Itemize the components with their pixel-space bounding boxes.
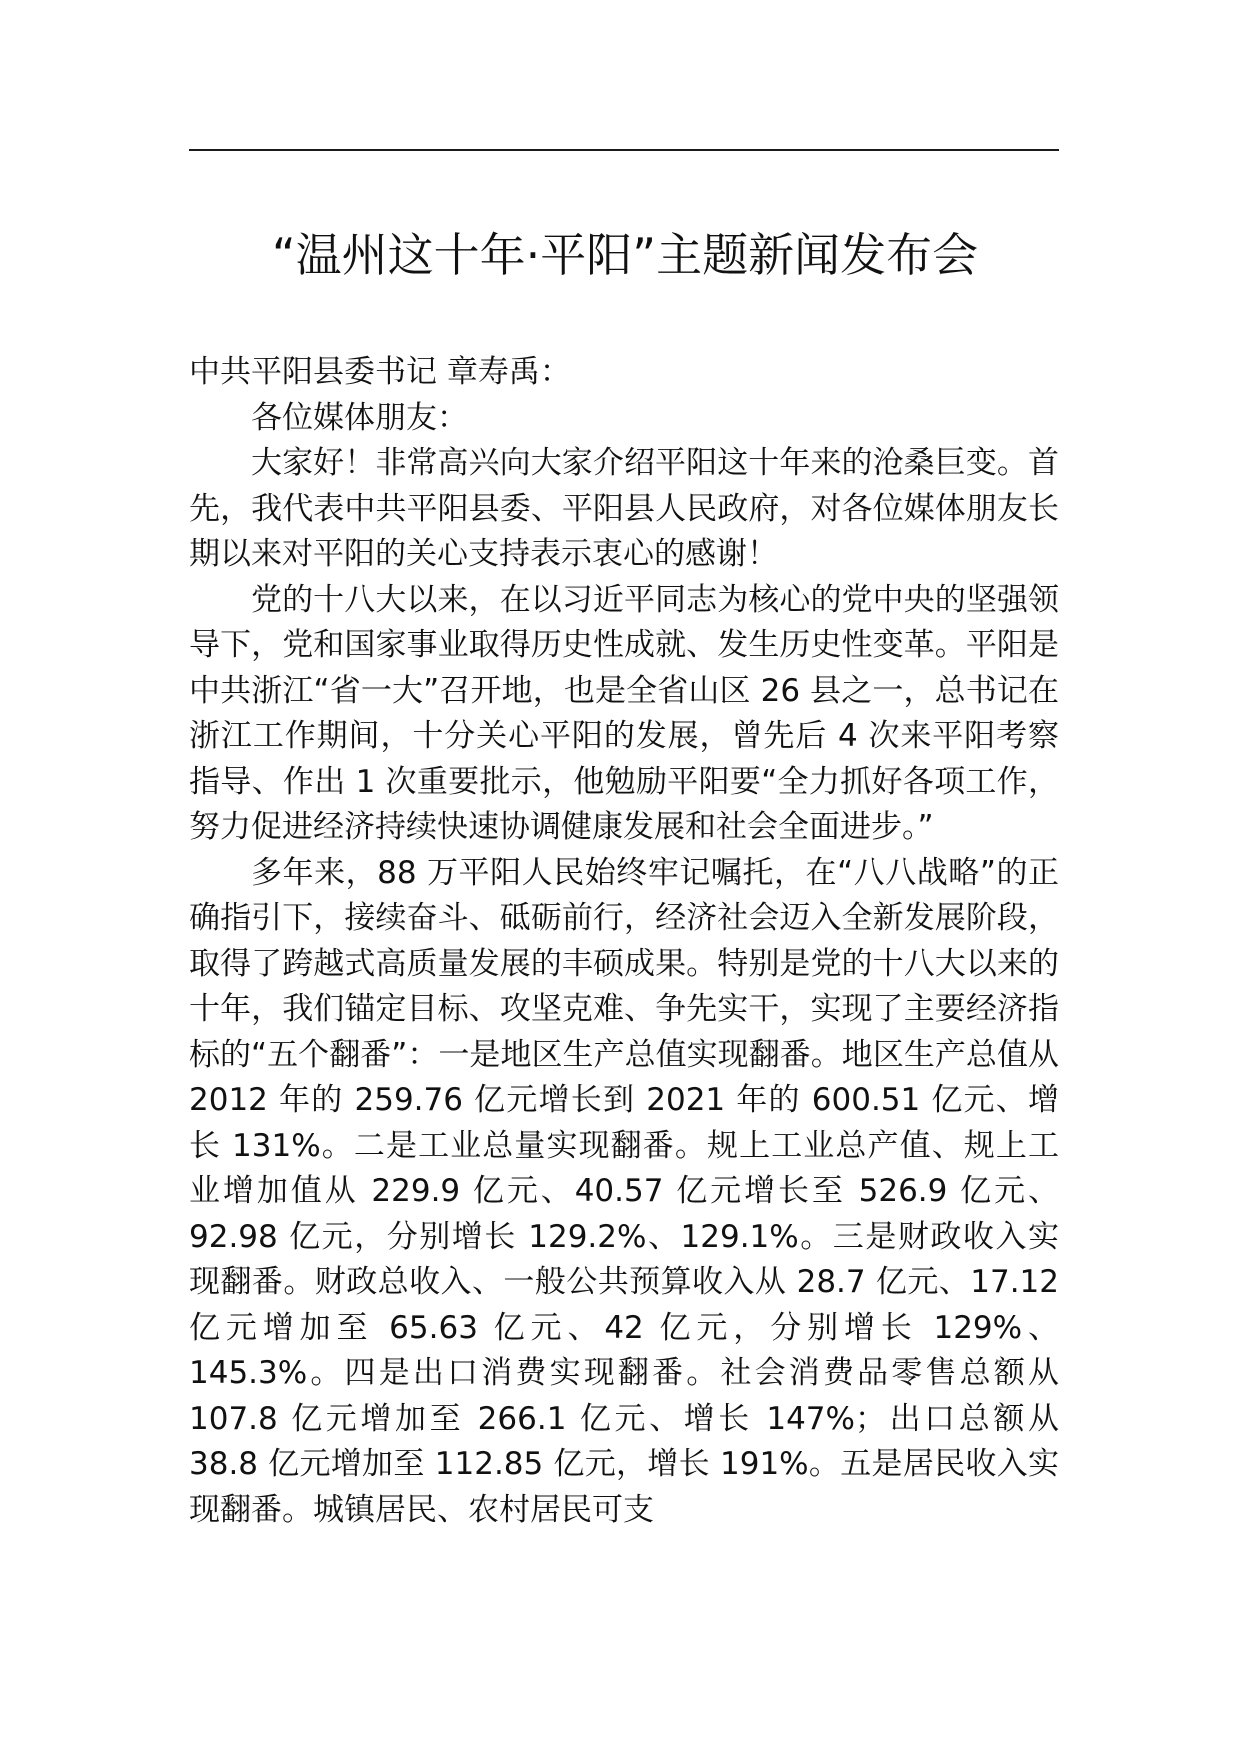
body-paragraph-3: 多年来，88 万平阳人民始终牢记嘱托，在“八八战略”的正确指引下，接续奋斗、砥砺前行，经济社会迈入全新发展阶段，取得了跨越式高质量发展的丰硕成果。特别是党的十八大以来的十年，我们锚定目标、攻坚克难、争先实干，实现了主要经济指标的“五个翻番”：一是地区生产总值实现翻番。地区生产总值从 2012 年的 259.76 亿元增长到 2021 年的 600.51 亿元、增长 131%。二是工业总量实现翻番。规上工业总产值、规上工业增加值从 229.9 亿元、40.57 亿元增长至 526.9 亿元、92.98 亿元，分别增长 129.2%、129.1%。三是财政收入实现翻番。财政总收入、一般公共预算收入从 28.7 亿元、17.12 亿元增加至 65.63 亿元、42 亿元，分别增长 129%、145.3%。四是出口消费实现翻番。社会消费品零售总额从 107.8 亿元增加至 266.1 亿元、增长 147%；出口总额从 38.8 亿元增加至 112.85 亿元，增长 191%。五是居民收入实现翻番。城镇居民、农村居民可支 xyxy=(189,854,1059,1528)
body-paragraph-1: 大家好！非常高兴向大家介绍平阳这十年来的沧桑巨变。首先，我代表中共平阳县委、平阳县人民政府，对各位媒体朋友长期以来对平阳的关心支持表示衷心的感谢！ xyxy=(189,445,1059,572)
document-title: “温州这十年·平阳”主题新闻发布会 xyxy=(271,228,979,282)
greeting-line: 各位媒体朋友： xyxy=(251,399,468,436)
document-body xyxy=(189,350,1059,1533)
speaker-line: 中共平阳县委书记 章寿禹： xyxy=(189,354,571,390)
body-paragraph-2: 党的十八大以来，在以习近平同志为核心的党中央的坚强领导下，党和国家事业取得历史性成就、发生历史性变革。平阳是中共浙江“省一大”召开地，也是全省山区 26 县之一，总书记在浙江工作期间，十分关心平阳的发展，曾先后 4 次来平阳考察指导、作出 1 次重要批示，他勉励平阳要“全力抓好各项工作，努力促进经济持续快速协调健康发展和社会全面进步。” xyxy=(189,581,1059,845)
header-rule xyxy=(189,149,1059,151)
